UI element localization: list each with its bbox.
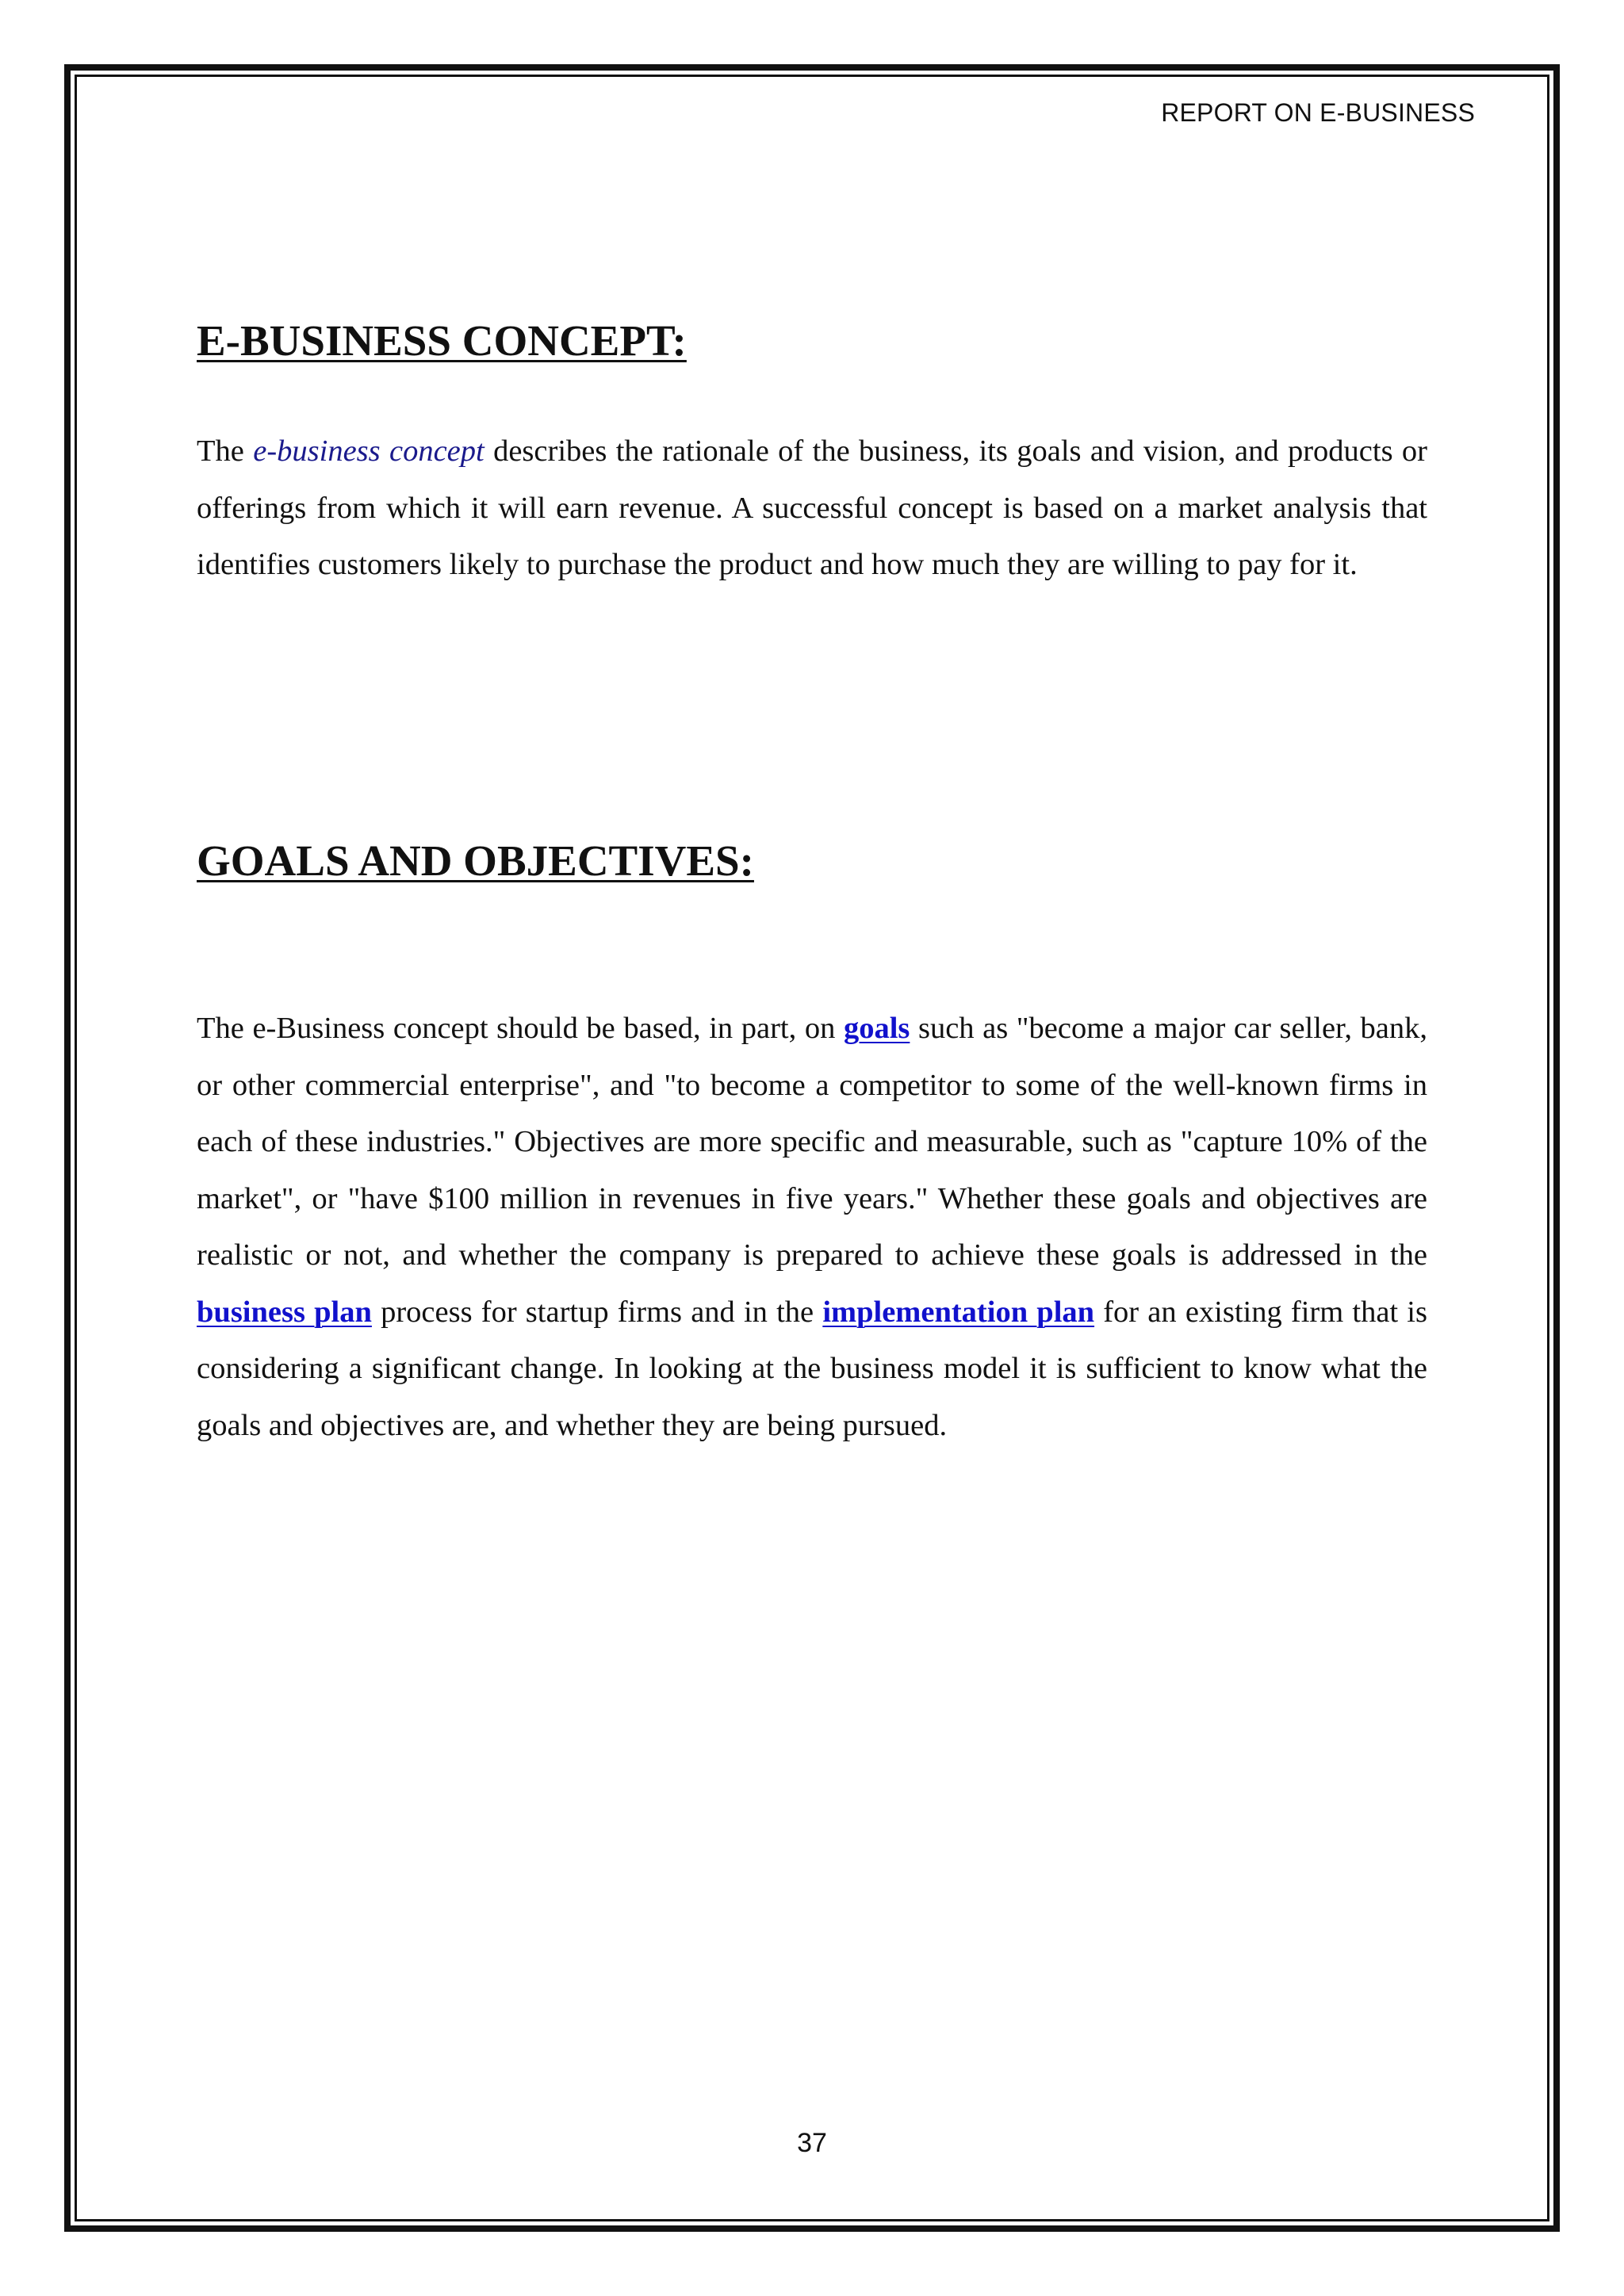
section-ebusiness-concept-body (197, 423, 1427, 594)
paragraph-text: for an existing firm that is considering a significant change. In looking at the business model it is sufficient to know what the goals and objectives are, and whether they are being pursued. (197, 1295, 1427, 1442)
section-heading: E-BUSINESS CONCEPT: (197, 316, 687, 365)
paragraph-text: The e-Business concept should be based, in part, on (197, 1012, 844, 1045)
goals-link[interactable]: goals (843, 1012, 910, 1045)
section-ebusiness-concept (197, 316, 1427, 365)
section-goals-objectives (197, 836, 1427, 886)
section-goals-objectives-body (197, 1001, 1427, 1454)
business-plan-link[interactable]: business plan (197, 1295, 372, 1329)
implementation-plan-link[interactable]: implementation plan (822, 1295, 1095, 1329)
emphasized-term: e-business concept (253, 434, 485, 468)
running-header: REPORT ON E-BUSINESS (1161, 98, 1475, 127)
paragraph-text: process for startup firms and in the (371, 1295, 823, 1329)
section-heading: GOALS AND OBJECTIVES: (197, 836, 754, 885)
paragraph-text: The (197, 434, 254, 468)
paragraph-text: such as "become a major car seller, bank, or other commercial enterprise", and "to become a competitor to some of the well-known firms in each of these industries." Objectives are more specific and measurable, such as "capture 10% of the market", or "have $100 million in revenues in five years." Whether these goals and objectives are realistic or not, and whether the company is prepared to achieve these goals is addressed in the (197, 1012, 1428, 1272)
paragraph (197, 423, 1427, 594)
paragraph-text: describes the rationale of the business, its goals and vision, and products or offerings from which it will earn revenue. A successful concept is based on a market analysis that identifies customers likely to purchase the product and how much they are willing to pay for it. (197, 434, 1427, 581)
page-number: 37 (797, 2128, 827, 2158)
paragraph (197, 1001, 1427, 1454)
